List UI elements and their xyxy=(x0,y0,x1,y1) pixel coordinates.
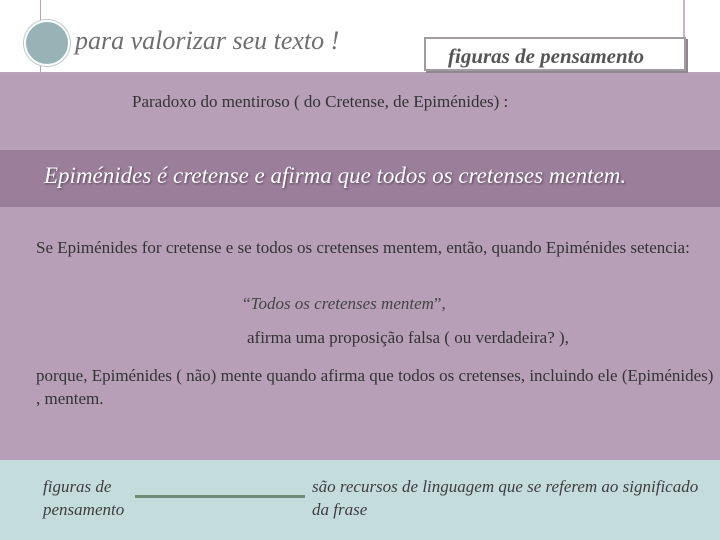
quote xyxy=(243,294,446,314)
header-bottom-rule xyxy=(0,72,720,74)
quote-close: ”, xyxy=(433,294,446,313)
footer-definition: são recursos de linguagem que se referem ao significado da frase xyxy=(312,477,699,519)
footer-term xyxy=(43,475,138,521)
highlight-text: Epiménides é cretense e afirma que todos os cretenses mentem. xyxy=(44,163,627,188)
footer-divider-line xyxy=(135,495,305,498)
paragraph-2: porque, Epiménides ( não) mente quando afirma que todos os cretenses, incluindo ele (Epiménides) , mentem. xyxy=(36,366,714,408)
quote-text: Todos os cretenses mentem xyxy=(250,294,434,313)
statement-line: afirma uma proposição falsa ( ou verdadeira? ), xyxy=(247,328,569,347)
circle-ornament-icon xyxy=(24,20,70,66)
intro-text: Paradoxo do mentiroso ( do Cretense, de Epiménides) : xyxy=(132,92,509,111)
footer-term-text: figuras de pensamento xyxy=(43,477,125,519)
tag-label: figuras de pensamento xyxy=(448,44,645,68)
paragraph-1: Se Epiménides for cretense e se todos os cretenses mentem, então, quando Epiménides setencia: xyxy=(36,238,690,257)
quote-open: “ xyxy=(243,294,251,313)
slide-title: para valorizar seu texto ! xyxy=(75,26,340,55)
